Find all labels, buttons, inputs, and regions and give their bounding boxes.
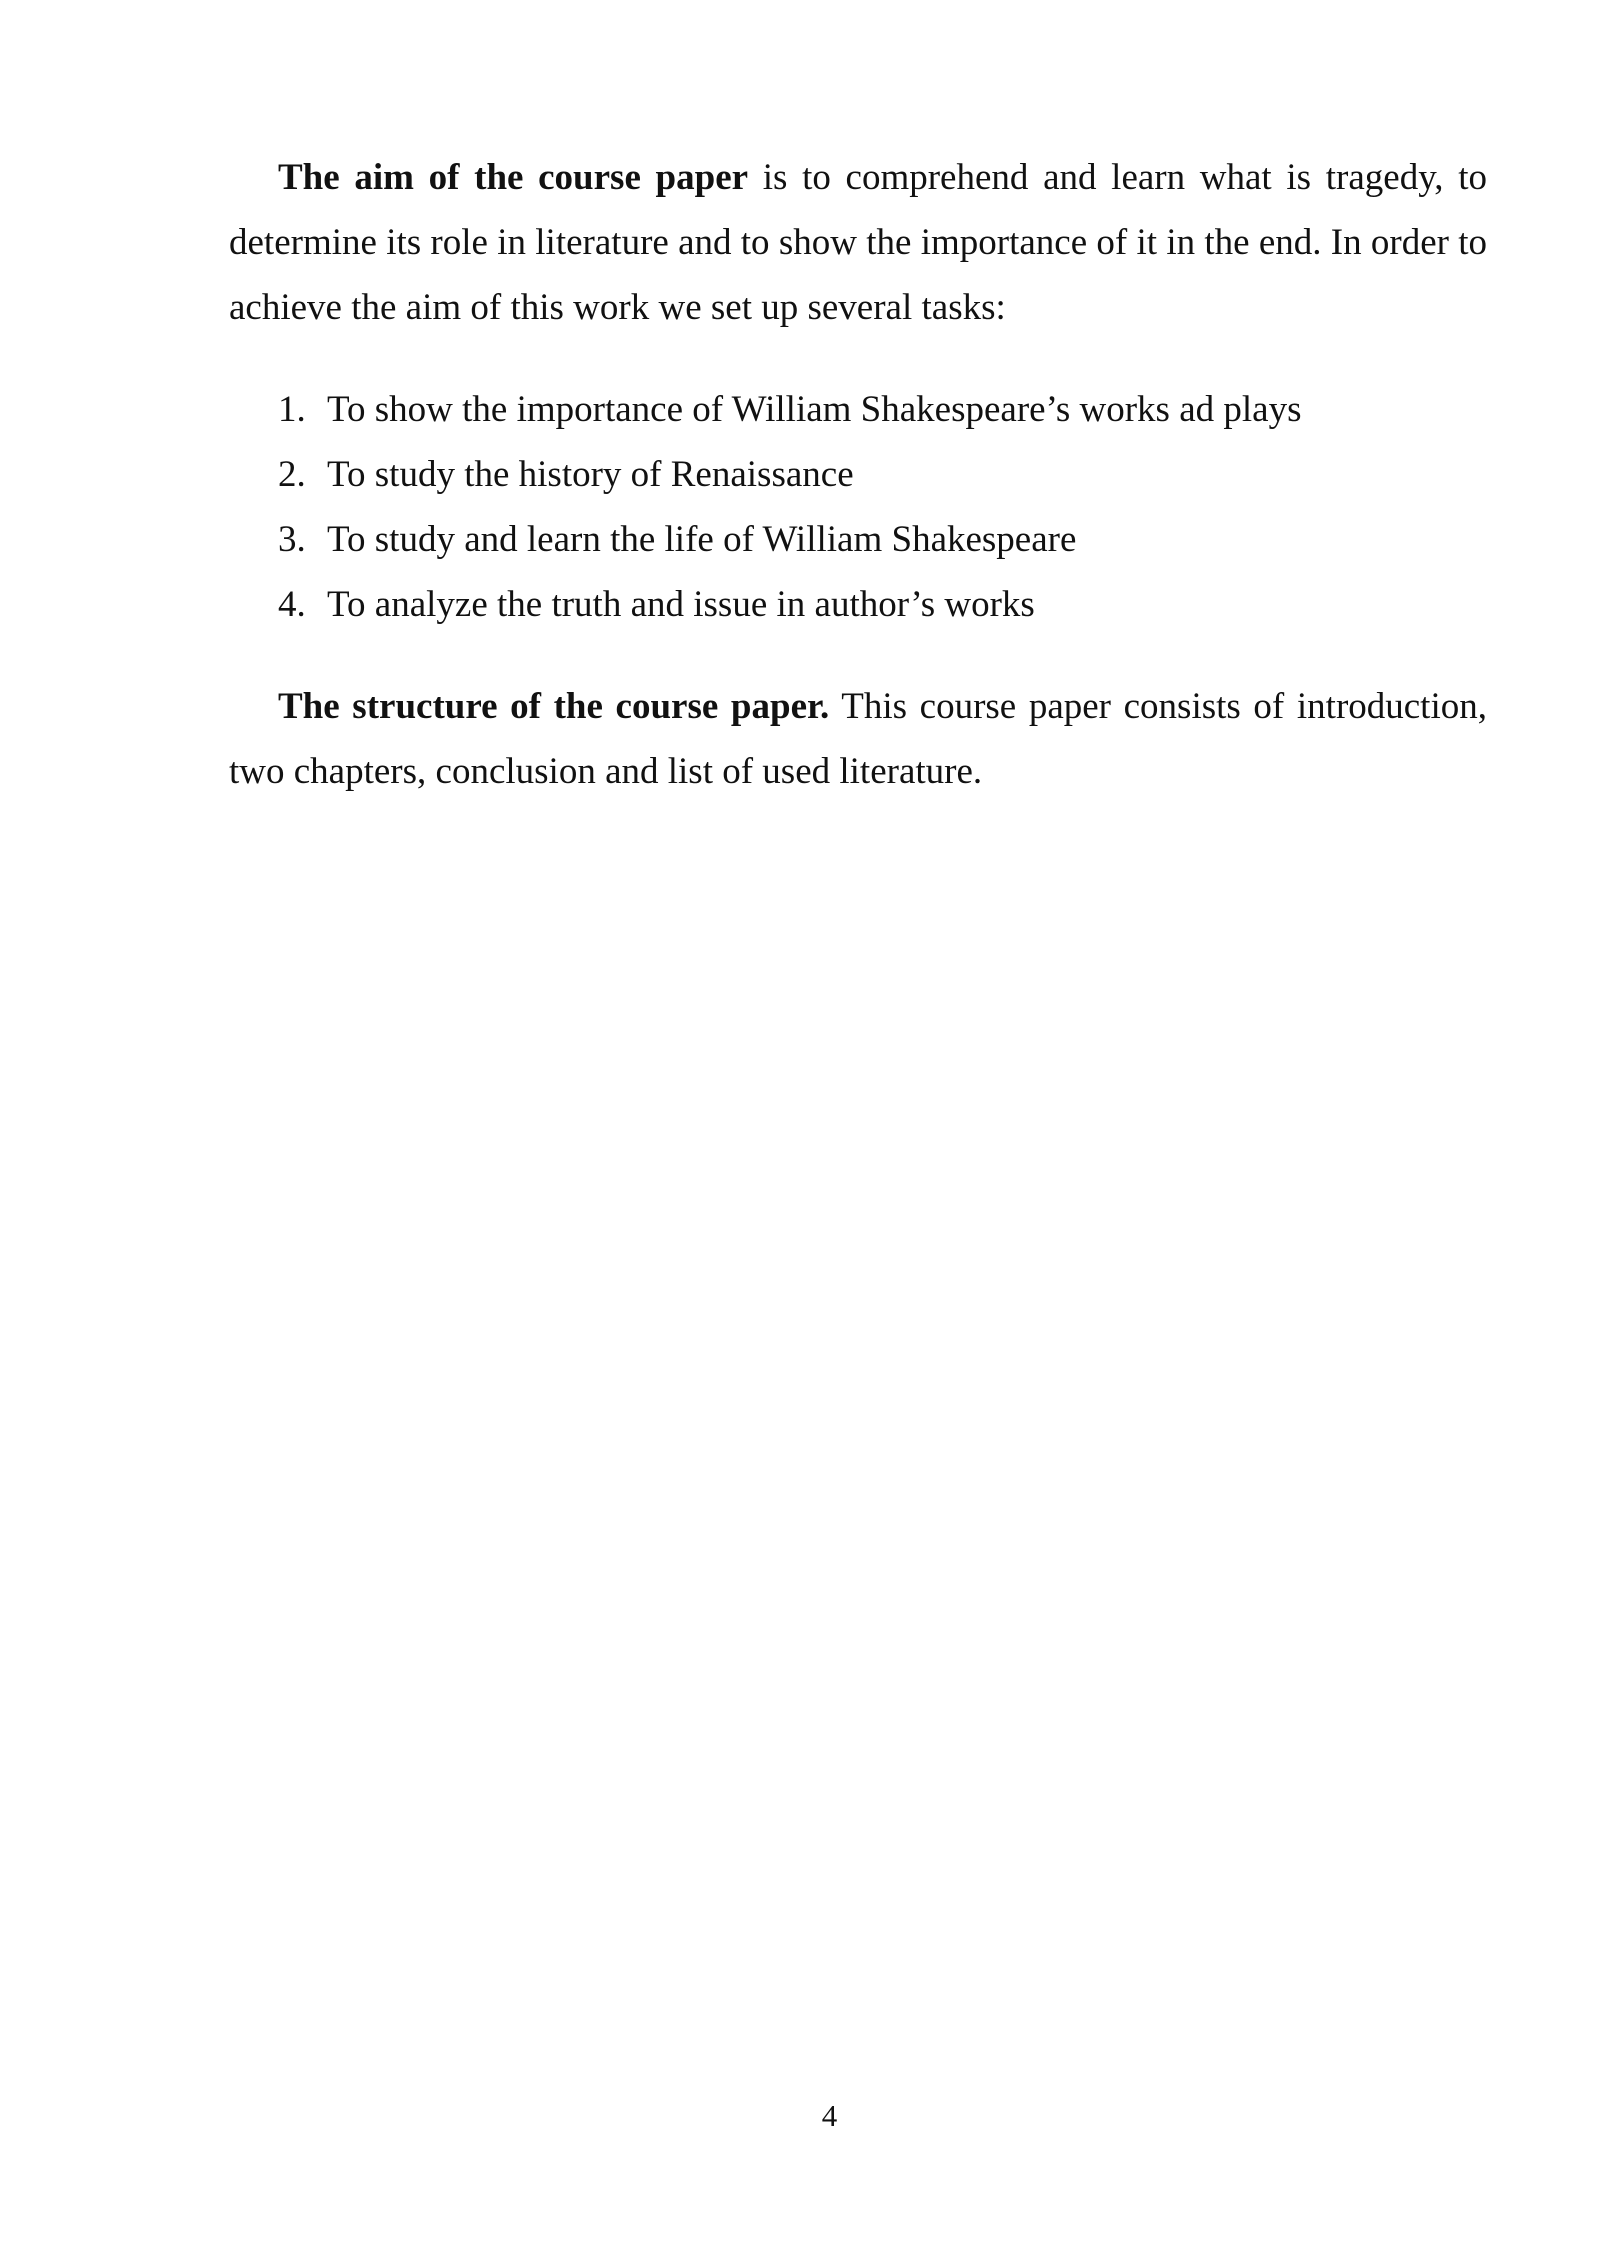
aim-paragraph: [229, 145, 1487, 340]
structure-heading: The structure of the course paper.: [278, 686, 830, 727]
task-list: [229, 377, 1487, 637]
structure-text: This course paper consists of introduction, two chapters, conclusion and list of used literature.: [229, 686, 1487, 792]
task-number: 1.: [278, 389, 306, 430]
aim-text: is to comprehend and learn what is tragedy, to determine its role in literature and to show the importance of it in the end. In order to achieve the aim of this work we set up several tasks:: [229, 157, 1487, 328]
task-item-2: [229, 442, 1487, 507]
task-item-3: [229, 507, 1487, 572]
task-text: To study and learn the life of William Shakespeare: [327, 519, 1077, 560]
document-body: [229, 145, 1487, 804]
task-number: 2.: [278, 454, 306, 495]
structure-paragraph: [229, 674, 1487, 804]
aim-heading: The aim of the course paper: [278, 157, 749, 198]
task-number: 3.: [278, 519, 306, 560]
task-item-4: [229, 572, 1487, 637]
task-number: 4.: [278, 584, 306, 625]
task-text: To show the importance of William Shakespeare’s works ad plays: [327, 389, 1302, 430]
page-number: 4: [821, 2098, 838, 2133]
task-text: To analyze the truth and issue in author’s works: [327, 584, 1035, 625]
task-text: To study the history of Renaissance: [327, 454, 854, 495]
task-item-1: [229, 377, 1487, 442]
